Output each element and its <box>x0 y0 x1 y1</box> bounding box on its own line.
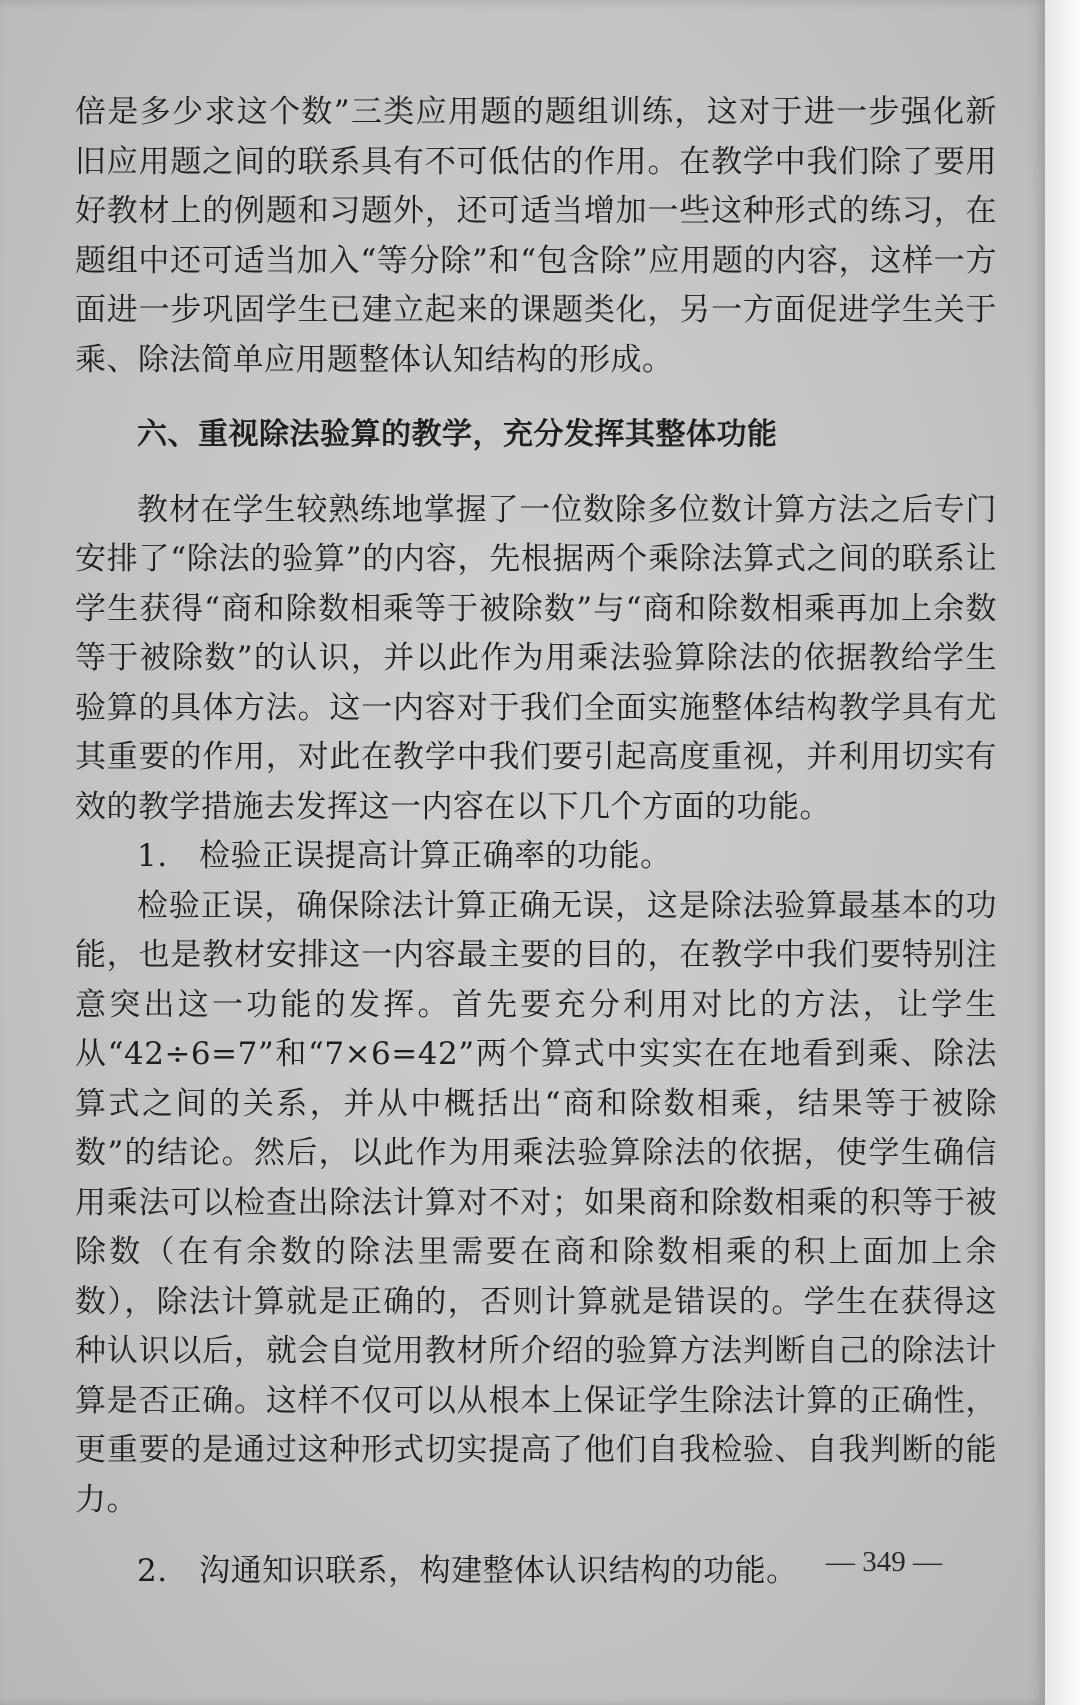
page-edge <box>1045 0 1080 1705</box>
paragraph-2: 教材在学生较熟练地掌握了一位数除多位数计算方法之后专门安排了“除法的验算”的内容，先根据两个乘除法算式之间的联系让学生获得“商和除数相乘等于被除数”与“商和除数相乘再加上余数等于被除数”的认识，并以此作为用乘法验算除法的依据教给学生验算的具体方法。这一内容对于我们全面实施整体结构教学具有尤其重要的作用，对此在教学中我们要引起高度重视，并利用切实有效的教学措施去发挥这一内容在以下几个方面的功能。 <box>75 491 997 825</box>
page-body <box>75 88 997 1597</box>
section-heading: 六、重视除法验算的教学，充分发挥其整体功能 <box>137 417 778 452</box>
list-item-1: 1. 检验正误提高计算正确率的功能。 <box>137 838 672 874</box>
paragraph-1: 倍是多少求这个数”三类应用题的题组训练，这对于进一步强化新旧应用题之间的联系具有不可低估的作用。在教学中我们除了要用好教材上的例题和习题外，还可适当增加一些这种形式的练习，在题组中还可适当加入“等分除”和“包含除”应用题的内容，这样一方面进一步巩固学生已建立起来的课题类化，另一方面促进学生关于乘、除法简单应用题整体认知结构的形成。 <box>75 94 997 378</box>
paragraph-3: 检验正误，确保除法计算正确无误，这是除法验算最基本的功能，也是教材安排这一内容最主要的目的，在教学中我们要特别注意突出这一功能的发挥。首先要充分利用对比的方法，让学生从“42÷6=7”和“7×6=42”两个算式中实实在在地看到乘、除法算式之间的关系，并从中概括出“商和除数相乘，结果等于被除数”的结论。然后，以此作为用乘法验算除法的依据，使学生确信用乘法可以检查出除法计算对不对；如果商和除数相乘的积等于被除数（在有余数的除法里需要在商和除数相乘的积上面加上余数），除法计算就是正确的，否则计算就是错误的。学生在获得这种认识以后，就会自觉用教材所介绍的验算方法判断自己的除法计算是否正确。这样不仅可以从根本上保证学生除法计算的正确性，更重要的是通过这种形式切实提高了他们自我检验、自我判断的能力。 <box>75 887 997 1518</box>
page-number: — 349 — <box>826 1546 942 1578</box>
list-item-2: 2. 沟通知识联系，构建整体认识结构的功能。 <box>137 1553 798 1589</box>
